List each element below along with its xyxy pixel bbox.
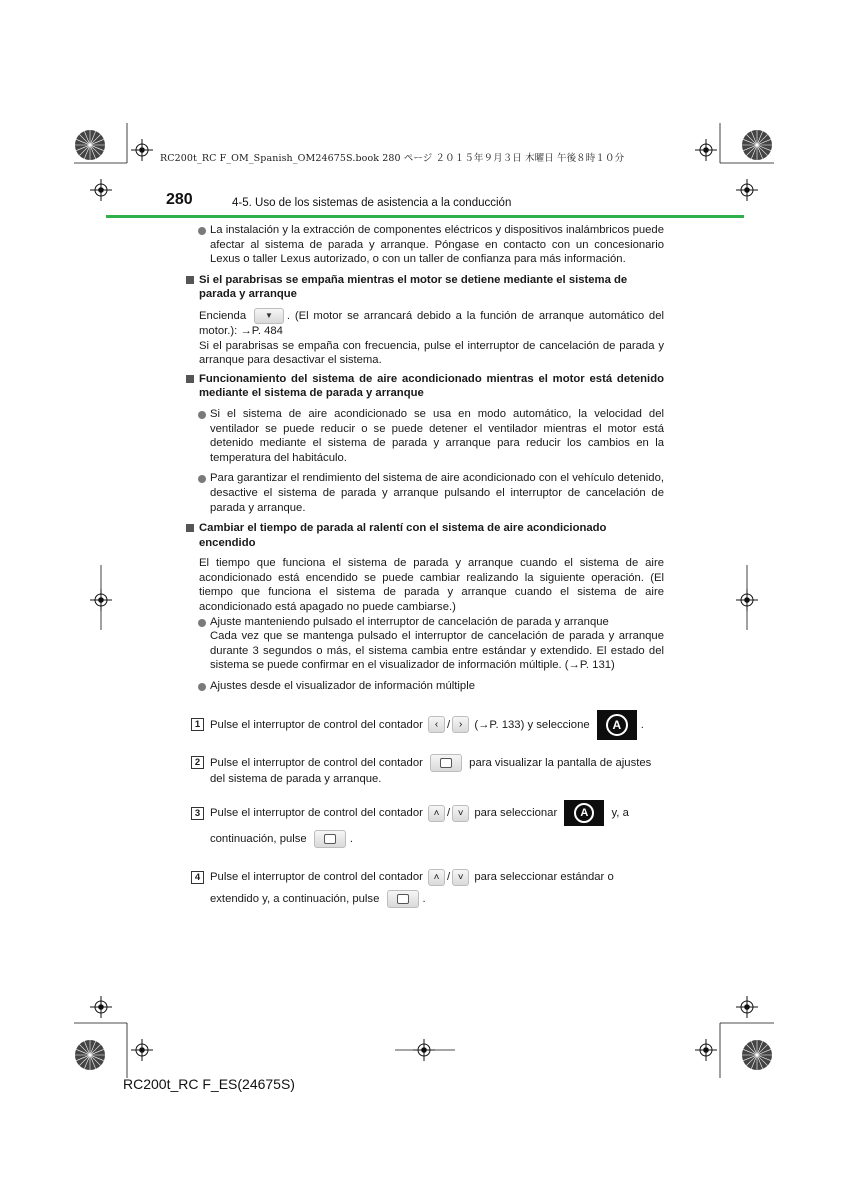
step-text: y, a continuación, pulse <box>210 807 629 846</box>
step-2 <box>186 754 664 787</box>
step-text: Pulse el interruptor de control del contador <box>210 718 423 731</box>
bullet-dot-icon <box>198 683 206 691</box>
step-text: (→P. 133) y seleccione <box>474 718 590 731</box>
section-square-icon <box>186 524 194 532</box>
step-number: 2 <box>191 756 204 769</box>
section-heading-text: Funcionamiento del sistema de aire acondicionado mientras el motor está detenido mediante el sistema de parada y arranque <box>199 372 664 400</box>
section-heading-text: Cambiar el tiempo de parada al ralentí con el sistema de aire acondicionado encendido <box>199 522 607 549</box>
stop-start-a-letter: A <box>606 714 628 736</box>
bullet-item <box>186 223 664 267</box>
bullet-item <box>186 407 664 465</box>
bullet-text: La instalación y la extracción de componentes eléctricos y dispositivos inalámbricos puede afectar al sistema de parada y arranque. Póngase en contacto con un concesionario Lexus o taller Lexus autorizado, o con un taller de confianza para más información. <box>210 224 664 266</box>
bullet-title: Ajuste manteniendo pulsado el interruptor de cancelación de parada y arranque <box>210 615 609 628</box>
section-square-icon <box>186 375 194 383</box>
bullet-text: Si el sistema de aire acondicionado se usa en modo automático, la velocidad del ventilador se puede reducir o se puede detener el ventilador mientras el motor está detenido mediante el sistema de parada y arranque para reducir los cambios en la temperatura del habitáculo. <box>210 407 664 464</box>
right-arrow-button-icon: › <box>452 716 469 733</box>
left-arrow-button-icon: ‹ <box>428 716 445 733</box>
step-text: . <box>640 718 644 731</box>
bullet-item <box>186 471 664 515</box>
footer-model-code: RC200t_RC F_ES(24675S) <box>123 1076 295 1092</box>
paragraph <box>186 308 664 339</box>
content-body <box>186 223 664 910</box>
section-square-icon <box>186 276 194 284</box>
bullet-item <box>186 679 664 694</box>
step-text: Pulse el interruptor de control del contador <box>210 871 423 884</box>
step-text: para visualizar la pantalla de ajustes del sistema de parada y arranque. <box>210 756 652 785</box>
step-number: 1 <box>191 718 204 731</box>
step-3 <box>186 800 664 852</box>
step-text: para seleccionar estándar o extendido y, a continuación, pulse <box>210 871 614 906</box>
slash-separator: / <box>447 807 451 820</box>
slash-separator: / <box>447 718 451 731</box>
ok-button-icon <box>314 830 346 848</box>
stop-start-a-icon <box>564 800 604 826</box>
step-number: 3 <box>191 807 204 820</box>
paragraph-text: Encienda <box>199 309 247 322</box>
page-number: 280 <box>166 191 193 208</box>
section-heading-text: Si el parabrisas se empaña mientras el motor se detiene mediante el sistema de parada y arranque <box>199 273 628 301</box>
section-title: 4-5. Uso de los sistemas de asistencia a la conducción <box>232 197 512 209</box>
up-arrow-button-icon: ˄ <box>428 869 445 886</box>
step-text: Pulse el interruptor de control del contador <box>210 807 423 820</box>
ok-button-icon <box>387 890 419 908</box>
step-number: 4 <box>191 871 204 884</box>
step-text: . <box>349 833 353 846</box>
slash-separator: / <box>447 871 451 884</box>
bullet-text: Cada vez que se mantenga pulsado el interruptor de cancelación de parada y arranque durante 3 segundos o más, el sistema cambia entre estándar y extendido. El estado del sistema se puede confirmar en el visualizador de información múltiple. (→P. 131) <box>210 630 664 672</box>
down-arrow-button-icon: ˅ <box>452 805 469 822</box>
up-arrow-button-icon: ˄ <box>428 805 445 822</box>
ok-button-icon <box>430 754 462 772</box>
paragraph: Si el parabrisas se empaña con frecuencia, pulse el interruptor de cancelación de parada y arranque para desactivar el sistema. <box>199 339 664 367</box>
stop-start-a-letter: A <box>574 803 594 823</box>
bullet-dot-icon <box>198 475 206 483</box>
step-text: para seleccionar <box>474 807 558 820</box>
bullet-dot-icon <box>198 227 206 235</box>
header-rule <box>106 215 744 218</box>
down-arrow-button-icon: ˅ <box>452 869 469 886</box>
defogger-button-icon: ▼ <box>254 308 284 324</box>
step-text: Pulse el interruptor de control del contador <box>210 756 423 769</box>
paragraph: El tiempo que funciona el sistema de parada y arranque cuando el sistema de aire acondicionado está encendido se puede cambiar realizando la siguiente operación. (El tiempo que funciona el sistema de parada y arranque cuando el sistema de aire acondicionado está apagado no puede cambiarse.) <box>199 557 664 614</box>
section-heading <box>186 521 664 550</box>
section-heading <box>186 273 664 302</box>
bullet-text: Ajustes desde el visualizador de información múltiple <box>210 680 475 693</box>
paragraph-text: . (El motor se arrancará debido a la función de arranque automático del motor.): <box>199 309 664 337</box>
print-header: RC200t_RC F_OM_Spanish_OM24675S.book 280 ページ ２０１５年９月３日 木曜日 午後８時１０分 <box>160 153 625 164</box>
step-text: . <box>422 893 426 906</box>
step-1 <box>186 710 664 740</box>
bullet-item <box>186 615 664 673</box>
section-heading <box>186 372 664 401</box>
bullet-dot-icon <box>198 619 206 627</box>
bullet-text: Para garantizar el rendimiento del sistema de aire acondicionado con el vehículo detenido, desactive el sistema de parada y arranque pulsando el interruptor de cancelación de parada y arranque. <box>210 472 664 514</box>
page-reference: →P. 484 <box>240 324 283 337</box>
bullet-dot-icon <box>198 411 206 419</box>
step-4 <box>186 866 664 910</box>
stop-start-a-icon <box>597 710 637 740</box>
